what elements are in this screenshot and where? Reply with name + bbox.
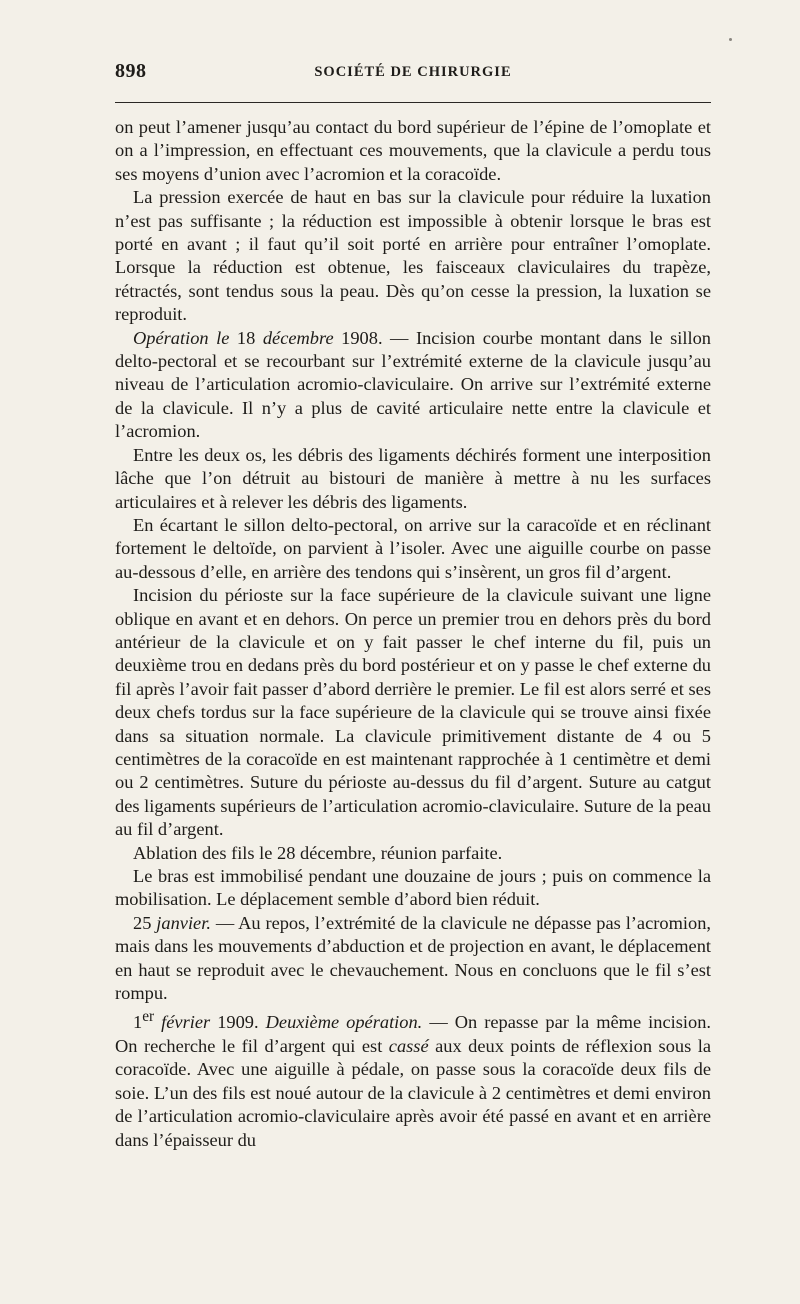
page-number: 898 <box>115 60 147 82</box>
running-title: SOCIÉTÉ DE CHIRURGIE <box>314 64 512 80</box>
paragraph: Le bras est immobilisé pendant une douzaine de jours ; puis on commence la mobilisation. Le déplacement semble d’abord bien réduit. <box>115 866 711 910</box>
paragraph: En écartant le sillon delto-pectoral, on arrive sur la caracoïde et en réclinant fortement le deltoïde, on parvient à l’isoler. Avec une aiguille courbe on passe au-dessous d’elle, en arrière des tendons qui s’insèrent, un gros fil d’argent. <box>115 514 711 582</box>
paragraph: 25 janvier. — Au repos, l’extrémité de la clavicule ne dépasse pas l’acromion, mais dans les mouvements d’abduction et de projection en avant, le déplacement en haut se reproduit avec le chevauchement. Nous en concluons que le fil s’est rompu. <box>115 912 711 1004</box>
header-rule <box>115 102 711 103</box>
paragraph: Entre les deux os, les débris des ligaments déchirés forment une interposition lâche que l’on détruit au bistouri de manière à mettre à nu les surfaces articulaires et à relever les débris des ligaments. <box>115 444 711 512</box>
paragraph: La pression exercée de haut en bas sur la clavicule pour réduire la luxation n’est pas suffisante ; la réduction est impossible à obtenir lorsque le bras est porté en avant ; il faut qu’il soit porté en arrière pour entraîner l’omoplate. Lorsque la réduction est obtenue, les faisceaux claviculaires du trapèze, rétractés, sont tendus sous la peau. Dès qu’on cesse la pression, la luxation se reproduit. <box>115 187 711 325</box>
paragraph: on peut l’amener jusqu’au contact du bord supérieur de l’épine de l’omoplate et on a l’impression, en effectuant ces mouvements, que la clavicule a perdu tous ses moyens d’union avec l’acromion et la coracoïde. <box>115 117 711 184</box>
paper-speck <box>729 38 732 41</box>
paragraph: Incision du périoste sur la face supérieure de la clavicule suivant une ligne oblique en avant et en dehors. On perce un premier trou en dehors près du bord antérieur de la clavicule et on y fait passer le chef interne du fil, puis un deuxième trou en dedans près du bord postérieur et on y passe le chef externe du fil après l’avoir fait passer d’abord derrière le premier. Le fil est alors serré et ses deux chefs tordus sur la face supérieure de la clavicule qui se trouve ainsi fixée dans sa situation normale. La clavicule primitivement distante de 4 ou 5 centimètres de la coracoïde en est maintenant rapprochée à 1 centimètre et demi ou 2 centimètres. Suture du périoste au-dessus du fil d’argent. Suture au catgut des ligaments supérieurs de l’articulation acromio-claviculaire. Suture de la peau au fil d’argent. <box>115 585 711 840</box>
paragraph: 1er février 1909. Deuxième opération. — On repasse par la même incision. On recherche le fil d’argent qui est cassé aux deux points de réflexion sous la coracoïde. Avec une aiguille à pédale, on passe sous la coracoïde deux fils de soie. L’un des fils est noué autour de la clavicule à 2 centimètres et demi environ de l’articulation acromio-claviculaire après avoir été passé en avant et en arrière dans l’épaisseur du <box>115 1008 712 1150</box>
page-header <box>115 60 711 88</box>
body-text <box>115 116 711 1152</box>
paragraph: Opération le 18 décembre 1908. — Incision courbe montant dans le sillon delto-pectoral et se recourbant sur l’extrémité externe de la clavicule jusqu’au niveau de l’articulation acromio-claviculaire. On arrive sur l’extrémité externe de la clavicule. Il n’y a plus de cavité articulaire nette entre la clavicule et l’acromion. <box>115 327 711 442</box>
paragraph: Ablation des fils le 28 décembre, réunion parfaite. <box>133 842 503 863</box>
